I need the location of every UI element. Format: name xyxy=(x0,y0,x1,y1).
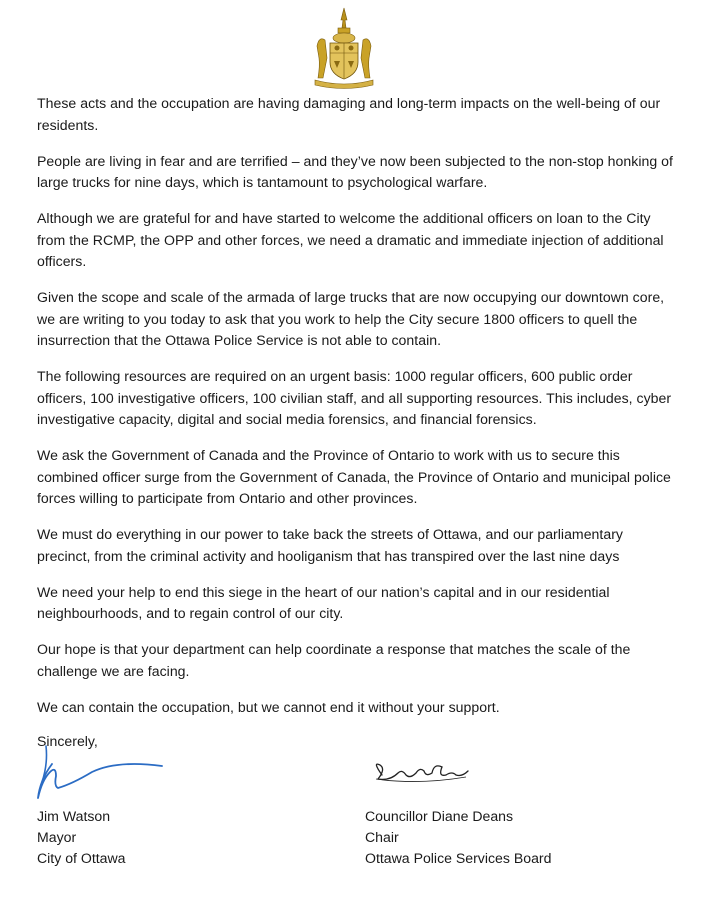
signatory-organization: City of Ottawa xyxy=(37,850,126,866)
councillor-signature xyxy=(368,755,473,789)
letter-paragraph-1: These acts and the occupation are having damaging and long-term impacts on the well-being of our residents. xyxy=(37,95,661,133)
letter-paragraph-3: Although we are grateful for and have started to welcome the additional officers on loan to the City from the RCMP, the OPP and other forces, we need a dramatic and immediate injection of additional officers. xyxy=(37,210,664,269)
letter-closing: Sincerely, xyxy=(37,732,98,749)
signatory-name: Councillor Diane Deans xyxy=(365,808,514,824)
coat-of-arms-crest xyxy=(309,6,379,90)
signatory-mayor xyxy=(37,806,126,869)
letter-paragraph-9: Our hope is that your department can help coordinate a response that matches the scale of the challenge we are facing. xyxy=(37,641,631,679)
mayor-signature xyxy=(32,742,167,802)
signatory-title: Chair xyxy=(365,829,399,845)
letter-body xyxy=(37,93,677,749)
signatory-name: Jim Watson xyxy=(37,808,111,824)
letter-paragraph-2: People are living in fear and are terrified – and they’ve now been subjected to the non-stop honking of large trucks for nine days, which is tantamount to psychological warfare. xyxy=(37,152,673,190)
letter-paragraph-7: We must do everything in our power to take back the streets of Ottawa, and our parliamentary precinct, from the criminal activity and hooliganism that has transpired over the last nine days xyxy=(37,526,623,564)
letter-paragraph-10: We can contain the occupation, but we cannot end it without your support. xyxy=(37,698,500,715)
signatory-title: Mayor xyxy=(37,829,77,845)
letter-paragraph-6: We ask the Government of Canada and the Province of Ontario to work with us to secure this combined officer surge from the Government of Canada, the Province of Ontario and municipal police forces willing to participate from Ontario and other provinces. xyxy=(37,447,671,506)
signatory-organization: Ottawa Police Services Board xyxy=(365,850,552,866)
letter-paragraph-4: Given the scope and scale of the armada of large trucks that are now occupying our downtown core, we are writing to you today to ask that you work to help the City secure 1800 officers to quell the insurrection that the Ottawa Police Service is not able to contain. xyxy=(37,289,665,348)
signatory-chair xyxy=(365,806,551,869)
letter-paragraph-5: The following resources are required on an urgent basis: 1000 regular officers, 600 public order officers, 100 investigative officers, 100 civilian staff, and all supporting resources. This includes, cyber investigative capacity, digital and social media forensics, and financial forensics. xyxy=(37,368,672,427)
letter-paragraph-8: We need your help to end this siege in the heart of our nation’s capital and in our residential neighbourhoods, and to regain control of our city. xyxy=(37,583,610,621)
